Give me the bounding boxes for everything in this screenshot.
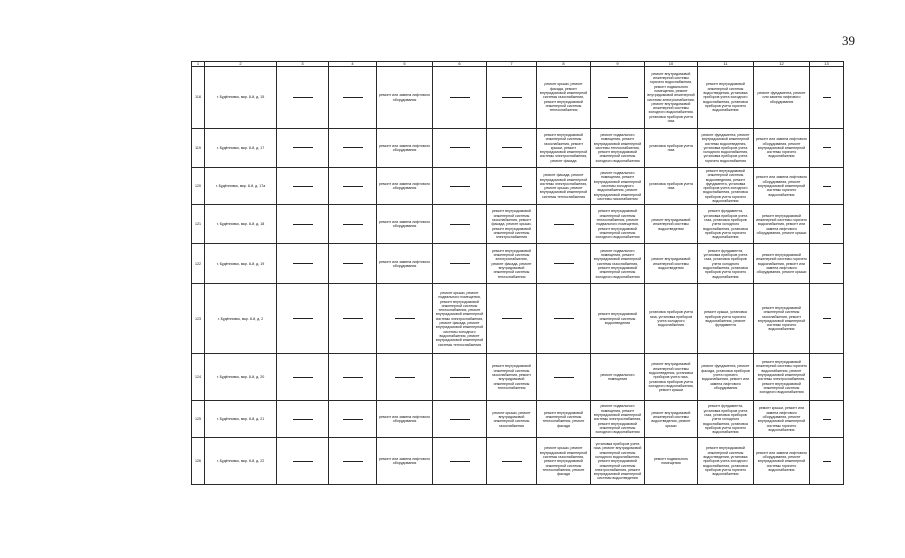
work-description-text: ремонт внутридомовой инженерной системы водоотведения, установка приборов учета холодного водоснабжения, установка приборов учета горячего водоснабжения: [703, 82, 748, 113]
work-description-cell: [487, 401, 537, 438]
work-description-text: ремонт внутридомовой инженерной системы электроснабжения, ремонт фасада, ремонт внутридомовой инженерной системы теплоснабжения: [491, 248, 532, 279]
table-row: [192, 67, 844, 129]
table-row: [192, 284, 844, 354]
dash-mark: [823, 263, 831, 264]
work-description-cell: [537, 401, 591, 438]
dash-mark: [502, 97, 522, 98]
work-description-text: установка приборов учета газа, ремонт внутридомовой инженерной системы холодного водоснабжения, ремонт внутридомовой инженерной системы электроснабжения, ремонт внутридомовой инженерной системы водоотведения: [593, 442, 642, 481]
work-description-cell: [698, 401, 754, 438]
work-description-cell: [537, 129, 591, 168]
work-description-text: ремонт или замена лифтового оборудования, ремонт внутридомовой инженерной системы горячего водоснабжения: [756, 175, 807, 197]
table-row: [192, 205, 844, 244]
table-body: [192, 62, 844, 485]
work-description-cell: [377, 67, 433, 129]
work-description-text: ремонт или замена лифтового оборудования: [379, 457, 430, 466]
address-cell: г. Будённовск, мкр. 8-й, д. 2: [205, 284, 277, 354]
empty-dash-cell: [487, 67, 537, 129]
dash-mark: [293, 318, 313, 319]
dash-mark: [450, 97, 470, 98]
work-description-cell: [645, 401, 698, 438]
work-description-cell: [537, 67, 591, 129]
work-description-text: ремонт или замена лифтового оборудования: [379, 415, 430, 424]
empty-dash-cell: [433, 438, 487, 485]
empty-dash-cell: [810, 438, 844, 485]
dash-mark: [823, 318, 831, 319]
work-description-cell: [754, 438, 810, 485]
dash-mark: [343, 461, 363, 462]
empty-dash-cell: [377, 284, 433, 354]
work-description-cell: [591, 129, 645, 168]
dash-mark: [293, 97, 313, 98]
work-description-cell: [754, 401, 810, 438]
row-number: 122: [192, 244, 205, 284]
row-number: 121: [192, 205, 205, 244]
dash-mark: [293, 186, 313, 187]
work-description-cell: [487, 354, 537, 401]
work-description-cell: [645, 284, 698, 354]
work-description-cell: [591, 284, 645, 354]
dash-mark: [823, 419, 831, 420]
work-description-text: ремонт внутридомовой инженерной системы газоснабжения, ремонт внутридомовой инженерной системы теплоснабжения: [491, 364, 532, 390]
empty-dash-cell: [810, 129, 844, 168]
empty-dash-cell: [277, 129, 329, 168]
work-description-cell: [698, 168, 754, 205]
dash-mark: [293, 224, 313, 225]
dash-mark: [343, 147, 363, 148]
work-description-cell: [645, 205, 698, 244]
empty-dash-cell: [377, 354, 433, 401]
work-description-text: ремонт фундамента, ремонт или замена лифтового оборудования: [757, 91, 806, 104]
work-description-cell: [645, 438, 698, 485]
dash-mark: [395, 318, 415, 319]
work-description-text: ремонт подвального помещения, ремонт внутридомовой инженерной системы электроснабжения, ремонт внутридомовой инженерной системы холодного водоснабжения: [593, 404, 642, 435]
dash-mark: [450, 461, 470, 462]
work-description-text: ремонт подвального помещения: [600, 373, 635, 382]
work-description-cell: [591, 354, 645, 401]
work-description-text: ремонт или замена лифтового оборудования, ремонт внутридомовой инженерной системы горячего водоснабжения: [756, 450, 807, 472]
work-description-text: ремонт крыши, ремонт фасада, ремонт внутридомовой инженерной системы газоснабжения, ремонт внутридомовой инженерной системы теплоснабжения: [539, 82, 588, 113]
work-description-cell: [754, 354, 810, 401]
work-description-text: ремонт внутридомовой инженерной системы водоотведения: [651, 257, 691, 271]
address-cell: г. Будённовск, мкр. 8-й, д. 18: [205, 205, 277, 244]
empty-dash-cell: [329, 438, 377, 485]
dash-mark: [554, 224, 574, 225]
dash-mark: [450, 224, 470, 225]
work-description-cell: [645, 129, 698, 168]
work-description-text: ремонт или замена лифтового оборудования: [379, 143, 430, 152]
dash-mark: [293, 461, 313, 462]
address-cell: г. Будённовск, мкр. 8-й, д. 17: [205, 129, 277, 168]
address-cell: г. Будённовск, мкр. 8-й, д. 21: [205, 401, 277, 438]
work-description-cell: [754, 284, 810, 354]
work-description-text: ремонт крыши, ремонт или замена лифтового оборудования, ремонт внутридомовой инженерной системы горячего водоснабжения: [757, 406, 806, 432]
empty-dash-cell: [591, 67, 645, 129]
empty-dash-cell: [810, 284, 844, 354]
empty-dash-cell: [537, 205, 591, 244]
header-index-cell: 9: [591, 62, 645, 67]
row-number: 118: [192, 67, 205, 129]
dash-mark: [450, 147, 470, 148]
dash-mark: [343, 377, 363, 378]
dash-mark: [343, 318, 363, 319]
empty-dash-cell: [433, 205, 487, 244]
dash-mark: [343, 263, 363, 264]
work-description-text: установка приборов учета газа: [649, 181, 693, 191]
empty-dash-cell: [329, 244, 377, 284]
work-description-cell: [698, 284, 754, 354]
empty-dash-cell: [487, 284, 537, 354]
work-description-cell: [487, 244, 537, 284]
work-description-text: ремонт подвального помещения, ремонт внутридомовой инженерной системы газоснабжения, ремонт внутридомовой инженерной системы холодного водоснабжения: [593, 248, 642, 279]
work-description-cell: [754, 205, 810, 244]
dash-mark: [823, 377, 831, 378]
work-description-text: ремонт или замена лифтового оборудования: [379, 220, 430, 229]
row-number: 123: [192, 284, 205, 354]
header-index-cell: 5: [377, 62, 433, 67]
work-description-text: ремонт внутридомовой инженерной системы теплоснабжения, ремонт подвального помещения, ремонт внутридомовой инженерной системы холодного водоснабжения: [595, 209, 640, 240]
work-description-text: ремонт крыши, ремонт подвального помещения, ремонт внутридомовой инженерной системы теплоснабжения, ремонт внутридомовой инженерной системы электроснабжения, ремонт фасада, ремонт внутридомовой инженерной системы холодного водоснабжения, ремонт внутридомовой инженерной системы теплоснабжения: [435, 290, 484, 347]
address-cell: г. Будённовск, мкр. 8-й, д. 19: [205, 244, 277, 284]
header-index-cell: 11: [698, 62, 754, 67]
row-number: 125: [192, 401, 205, 438]
empty-dash-cell: [329, 129, 377, 168]
dash-mark: [554, 318, 574, 319]
address-cell: г. Будённовск, мкр. 8-й, д. 20: [205, 354, 277, 401]
work-description-cell: [377, 168, 433, 205]
dash-mark: [823, 97, 831, 98]
work-description-cell: [591, 244, 645, 284]
work-description-text: ремонт фундамента, установка приборов учета газа, установка приборов учета холодного водоснабжения, установка приборов учета горячего водоснабжения: [703, 248, 748, 279]
dash-mark: [450, 186, 470, 187]
work-description-text: ремонт подвального помещения: [653, 457, 689, 466]
work-description-cell: [698, 67, 754, 129]
header-index-cell: 10: [645, 62, 698, 67]
header-index-cell: 13: [810, 62, 844, 67]
dash-mark: [502, 318, 522, 319]
dash-mark: [823, 461, 831, 462]
work-description-text: ремонт или замена лифтового оборудования, ремонт внутридомовой инженерной системы горячего водоснабжения: [756, 137, 807, 159]
work-description-text: ремонт фасада, ремонт внутридомовой инженерной системы электроснабжения, ремонт крыши, ремонт внутридомовой инженерной системы теплоснабжения: [539, 173, 588, 199]
dash-mark: [343, 186, 363, 187]
empty-dash-cell: [810, 205, 844, 244]
work-description-text: ремонт внутридомовой инженерной системы газоснабжения, ремонт фасада, ремонт крыши, ремонт внутридомовой инженерной системы электроснабжения: [491, 209, 532, 240]
dash-mark: [823, 147, 831, 148]
work-description-text: ремонт фундамента, ремонт фасада, установка приборов учета горячего водоснабжения, ремонт или замена лифтового оборудования: [701, 364, 750, 390]
empty-dash-cell: [433, 129, 487, 168]
row-number: 119: [192, 129, 205, 168]
dash-mark: [293, 147, 313, 148]
work-description-cell: [698, 354, 754, 401]
work-description-cell: [377, 244, 433, 284]
dash-mark: [450, 263, 470, 264]
dash-mark: [554, 377, 574, 378]
empty-dash-cell: [433, 67, 487, 129]
work-description-text: ремонт или замена лифтового оборудования: [379, 259, 430, 268]
address-cell: г. Будённовск, мкр. 8-й, д. 22: [205, 438, 277, 485]
work-description-cell: [487, 205, 537, 244]
header-index-cell: 6: [433, 62, 487, 67]
table-row: [192, 168, 844, 205]
dash-mark: [450, 377, 470, 378]
work-description-text: ремонт подвального помещения, ремонт внутридомовой инженерной системы холодного водоснабжения, ремонт внутридомовой инженерной системы газоснабжения: [593, 171, 642, 201]
work-description-text: ремонт крыши, ремонт внутридомовой инженерной системы газоснабжения, ремонт внутридомовой инженерной системы теплоснабжения, ремонт фасада: [539, 446, 588, 477]
page-number: 39: [842, 33, 855, 48]
empty-dash-cell: [329, 168, 377, 205]
work-description-cell: [433, 284, 487, 354]
empty-dash-cell: [277, 244, 329, 284]
work-description-text: ремонт внутридомовой инженерной системы водоотведения, ремонт крыши: [651, 410, 691, 428]
work-description-cell: [591, 168, 645, 205]
empty-dash-cell: [277, 67, 329, 129]
row-number: 124: [192, 354, 205, 401]
work-description-text: ремонт внутридомовой инженерной системы горячего водоснабжения, ремонт или замена лифтового оборудования, ремонт крыши: [756, 213, 807, 235]
work-description-text: ремонт внутридомовой инженерной системы газоснабжения, ремонт крыши, ремонт внутридомовой инженерной системы электроснабжения, ремонт фасада: [539, 132, 588, 163]
empty-dash-cell: [329, 401, 377, 438]
work-description-cell: [377, 438, 433, 485]
work-description-cell: [591, 438, 645, 485]
work-description-text: ремонт внутридомовой инженерной системы водоотведения, установка приборов учета газа, установка приборов учета холодного водоснабжения, ремонт крыши: [648, 362, 694, 393]
dash-mark: [293, 263, 313, 264]
table-row: [192, 244, 844, 284]
work-description-text: ремонт крыши, установка приборов учета горячего водоснабжения, ремонт фундамента: [704, 310, 747, 328]
dash-mark: [343, 419, 363, 420]
work-description-cell: [591, 205, 645, 244]
empty-dash-cell: [329, 354, 377, 401]
table-row: [192, 354, 844, 401]
dash-mark: [502, 461, 522, 462]
empty-dash-cell: [277, 205, 329, 244]
empty-dash-cell: [277, 438, 329, 485]
work-description-text: ремонт внутридомовой инженерной системы горячего водоснабжения, ремонт внутридомовой инженерной системы электроснабжения, ремонт внутридомовой инженерной системы холодного водоснабжения: [756, 360, 807, 395]
work-description-text: ремонт внутридомовой инженерной системы водоотведения: [651, 217, 691, 231]
work-description-cell: [698, 129, 754, 168]
header-index-cell: 2: [205, 62, 277, 67]
dash-mark: [293, 377, 313, 378]
dash-mark: [395, 377, 415, 378]
empty-dash-cell: [433, 168, 487, 205]
work-description-text: ремонт внутридомовой инженерной системы газоснабжения, ремонт внутридомовой инженерной системы горячего водоснабжения: [757, 305, 806, 332]
dash-mark: [450, 419, 470, 420]
work-description-text: ремонт внутридомовой инженерной системы горячего водоснабжения, ремонт подвального помещения, ремонт внутридомовой инженерной системы электроснабжения, ремонт внутридомовой инженерной системы холодного водоснабжения, установка приборов учета газа: [647, 71, 695, 123]
work-description-text: ремонт подвального помещения, ремонт внутридомовой инженерной системы теплоснабжения, ремонт внутридомовой инженерной системы холодного водоснабжения: [593, 132, 642, 163]
work-description-text: ремонт крыши, ремонт внутридомовой инженерной системы газоснабжения: [492, 410, 531, 428]
work-description-text: ремонт или замена лифтового оборудования: [379, 93, 430, 102]
empty-dash-cell: [277, 354, 329, 401]
empty-dash-cell: [487, 168, 537, 205]
dash-mark: [502, 186, 522, 187]
work-description-cell: [645, 67, 698, 129]
empty-dash-cell: [329, 205, 377, 244]
work-description-cell: [698, 438, 754, 485]
empty-dash-cell: [537, 284, 591, 354]
address-cell: г. Будённовск, мкр. 8-й, д. 15: [205, 67, 277, 129]
work-description-text: ремонт внутридомовой инженерной системы теплоснабжения, ремонт фасада: [542, 410, 585, 428]
work-description-cell: [377, 205, 433, 244]
work-description-text: ремонт внутридомовой инженерной системы водоотведения: [598, 312, 637, 326]
work-description-cell: [698, 205, 754, 244]
work-description-text: ремонт фундамента, установка приборов учета газа, установка приборов учета холодного водоснабжения, установка приборов учета горячего водоснабжения: [703, 404, 748, 435]
address-cell: г. Будённовск, мкр. 8-й, д. 17а: [205, 168, 277, 205]
dash-mark: [823, 224, 831, 225]
empty-dash-cell: [487, 129, 537, 168]
header-index-cell: 12: [754, 62, 810, 67]
row-number: 120: [192, 168, 205, 205]
work-description-cell: [377, 401, 433, 438]
work-description-cell: [537, 438, 591, 485]
empty-dash-cell: [537, 244, 591, 284]
work-description-text: ремонт фундамента, ремонт внутридомовой инженерной системы водоотведения, установка приборов учета холодного водоснабжения, установка приборов учета горячего водоснабжения: [701, 132, 750, 163]
row-number: 126: [192, 438, 205, 485]
empty-dash-cell: [433, 354, 487, 401]
dash-mark: [343, 224, 363, 225]
work-description-text: ремонт или замена лифтового оборудования: [379, 181, 430, 191]
empty-dash-cell: [433, 244, 487, 284]
work-description-text: установка приборов учета газа: [649, 143, 693, 152]
empty-dash-cell: [277, 284, 329, 354]
empty-dash-cell: [810, 401, 844, 438]
header-index-cell: 3: [277, 62, 329, 67]
work-description-text: ремонт внутридомовой инженерной системы водоотведения, ремонт фундамента, установка приборов учета холодного водоснабжения, установка приборов учета горячего водоснабжения: [703, 169, 748, 204]
work-description-cell: [377, 129, 433, 168]
dash-mark: [554, 263, 574, 264]
work-description-text: ремонт внутридомовой инженерной системы водоотведения, установка приборов учета холодного водоснабжения, установка приборов учета горячего водоснабжения: [703, 446, 748, 477]
work-description-cell: [645, 244, 698, 284]
work-description-cell: [754, 129, 810, 168]
empty-dash-cell: [277, 168, 329, 205]
work-description-cell: [591, 401, 645, 438]
work-description-cell: [698, 244, 754, 284]
table-row: [192, 438, 844, 485]
empty-dash-cell: [329, 67, 377, 129]
dash-mark: [343, 97, 363, 98]
work-description-cell: [754, 168, 810, 205]
header-index-cell: 7: [487, 62, 537, 67]
empty-dash-cell: [810, 244, 844, 284]
dash-mark: [293, 419, 313, 420]
empty-dash-cell: [487, 438, 537, 485]
table-row: [192, 401, 844, 438]
dash-mark: [608, 97, 628, 98]
empty-dash-cell: [433, 401, 487, 438]
dash-mark: [502, 147, 522, 148]
work-description-cell: [754, 67, 810, 129]
empty-dash-cell: [329, 284, 377, 354]
work-description-text: ремонт внутридомовой инженерной системы горячего водоснабжения, ремонт или замена лифтового оборудования, ремонт крыши: [756, 253, 807, 275]
work-description-cell: [645, 354, 698, 401]
work-description-cell: [537, 168, 591, 205]
empty-dash-cell: [277, 401, 329, 438]
work-description-text: ремонт фундамента, установка приборов учета газа, установка приборов учета холодного водоснабжения, установка приборов учета горячего водоснабжения: [703, 209, 748, 240]
work-description-text: установка приборов учета газа, установка приборов учета холодного водоснабжения: [649, 310, 693, 328]
empty-dash-cell: [810, 168, 844, 205]
work-description-cell: [645, 168, 698, 205]
header-index-cell: 8: [537, 62, 591, 67]
header-index-cell: 1: [192, 62, 205, 67]
dash-mark: [823, 186, 831, 187]
repair-schedule-table: [191, 61, 844, 485]
empty-dash-cell: [810, 354, 844, 401]
empty-dash-cell: [537, 354, 591, 401]
empty-dash-cell: [810, 67, 844, 129]
header-index-cell: 4: [329, 62, 377, 67]
table-row: [192, 129, 844, 168]
work-description-cell: [754, 244, 810, 284]
